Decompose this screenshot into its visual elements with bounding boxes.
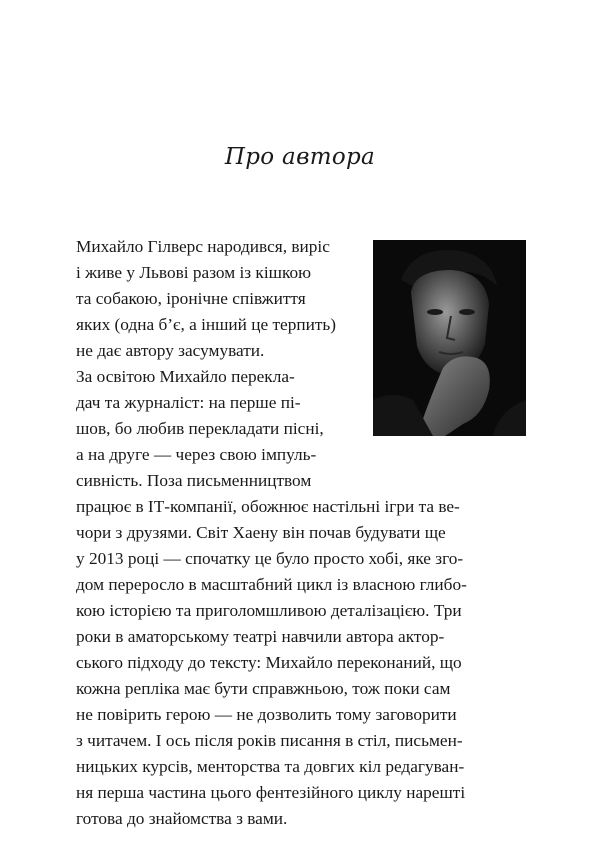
bio-line: шов, бо любив перекладати пісні,	[76, 419, 324, 438]
bio-line: сивність. Поза письменництвом	[76, 471, 312, 490]
bio-line: працює в ІТ-компанії, обожнює настільні ігри та ве-	[76, 497, 460, 516]
bio-line: роки в аматорському театрі навчили автора актор-	[76, 627, 445, 646]
bio-line: з читачем. І ось після років писання в стіл, письмен-	[76, 731, 463, 750]
bio-line: і живе у Львові разом із кішкою	[76, 263, 312, 282]
bio-line: готова до знайомства з вами.	[76, 809, 288, 828]
bio-line: ського підходу до тексту: Михайло переконаний, що	[76, 653, 462, 672]
bio-line: Михайло Гілверс народився, виріс	[76, 237, 330, 256]
bio-line: чори з друзями. Світ Хаену він почав будувати ще	[76, 523, 446, 542]
author-portrait-image	[373, 240, 526, 436]
bio-line: ня перша частина цього фентезійного циклу нарешті	[76, 783, 466, 802]
author-photo	[373, 240, 526, 436]
bio-line: у 2013 році — спочатку це було просто хобі, яке зго-	[76, 549, 464, 568]
bio-line: яких (одна б’є, а інший це терпить)	[76, 315, 337, 334]
page-title: Про автора	[224, 144, 376, 170]
bio-line: та собакою, іронічне співжиття	[76, 289, 306, 308]
bio-line: За освітою Михайло перекла-	[76, 367, 295, 386]
bio-line: ницьких курсів, менторства та довгих кіл редагуван-	[76, 757, 465, 776]
bio-line: не дає автору засумувати.	[76, 341, 265, 360]
bio-line: кожна репліка має бути справжньою, тож поки сам	[76, 679, 451, 698]
bio-line: дач та журналіст: на перше пі-	[76, 393, 301, 412]
bio-line: а на друге — через свою імпуль-	[76, 445, 317, 464]
bio-line: дом переросло в масштабний цикл із власною глибо-	[76, 575, 467, 594]
bio-line: не повірить герою — не дозволить тому заговорити	[76, 705, 457, 724]
bio-line: кою історією та приголомшливою деталізацією. Три	[76, 601, 462, 620]
